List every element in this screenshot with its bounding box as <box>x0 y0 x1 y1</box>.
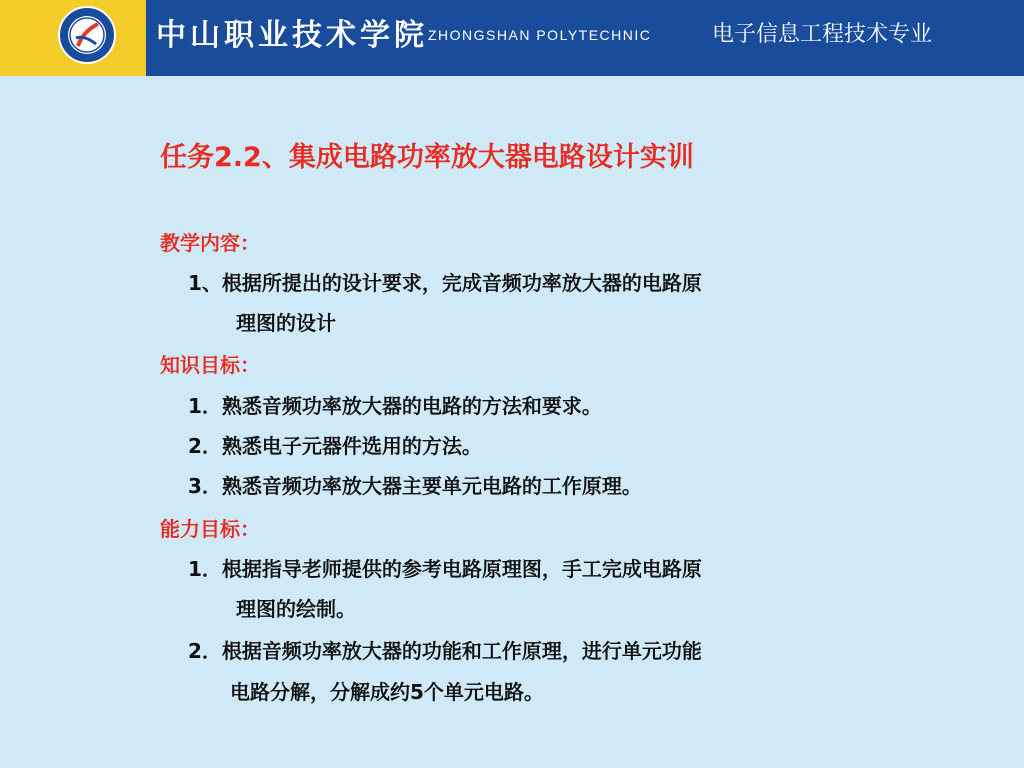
knowledge-item-1: 1．熟悉音频功率放大器的电路的方法和要求。 <box>188 394 602 418</box>
header-bar <box>0 0 1024 76</box>
school-logo-icon <box>58 6 116 64</box>
ability-item-1-line1: 1．根据指导老师提供的参考电路原理图，手工完成电路原 <box>188 557 702 581</box>
school-name-english: ZHONGSHAN POLYTECHNIC <box>428 27 652 43</box>
ability-goals-heading: 能力目标： <box>160 517 260 541</box>
logo-emblem <box>68 16 106 54</box>
knowledge-item-2: 2．熟悉电子元器件选用的方法。 <box>188 434 482 458</box>
slide-title: 任务2.2、集成电路功率放大器电路设计实训 <box>160 142 694 173</box>
ability-item-2-line1: 2．根据音频功率放大器的功能和工作原理，进行单元功能 <box>188 639 702 663</box>
slide-content <box>0 76 1024 768</box>
teaching-item-1-line1: 1、根据所提出的设计要求，完成音频功率放大器的电路原 <box>188 271 702 295</box>
knowledge-item-3: 3．熟悉音频功率放大器主要单元电路的工作原理。 <box>188 474 642 498</box>
ability-item-2-line2: 电路分解，分解成约5个单元电路。 <box>230 680 544 704</box>
logo-area <box>0 0 146 76</box>
knowledge-goals-heading: 知识目标： <box>160 353 260 377</box>
major-name: 电子信息工程技术专业 <box>712 22 933 47</box>
school-name-chinese: 中山职业技术学院 <box>156 18 428 53</box>
ability-item-1-line2: 理图的绘制。 <box>236 597 356 621</box>
teaching-item-1-line2: 理图的设计 <box>236 311 336 335</box>
teaching-content-heading: 教学内容： <box>160 231 260 255</box>
